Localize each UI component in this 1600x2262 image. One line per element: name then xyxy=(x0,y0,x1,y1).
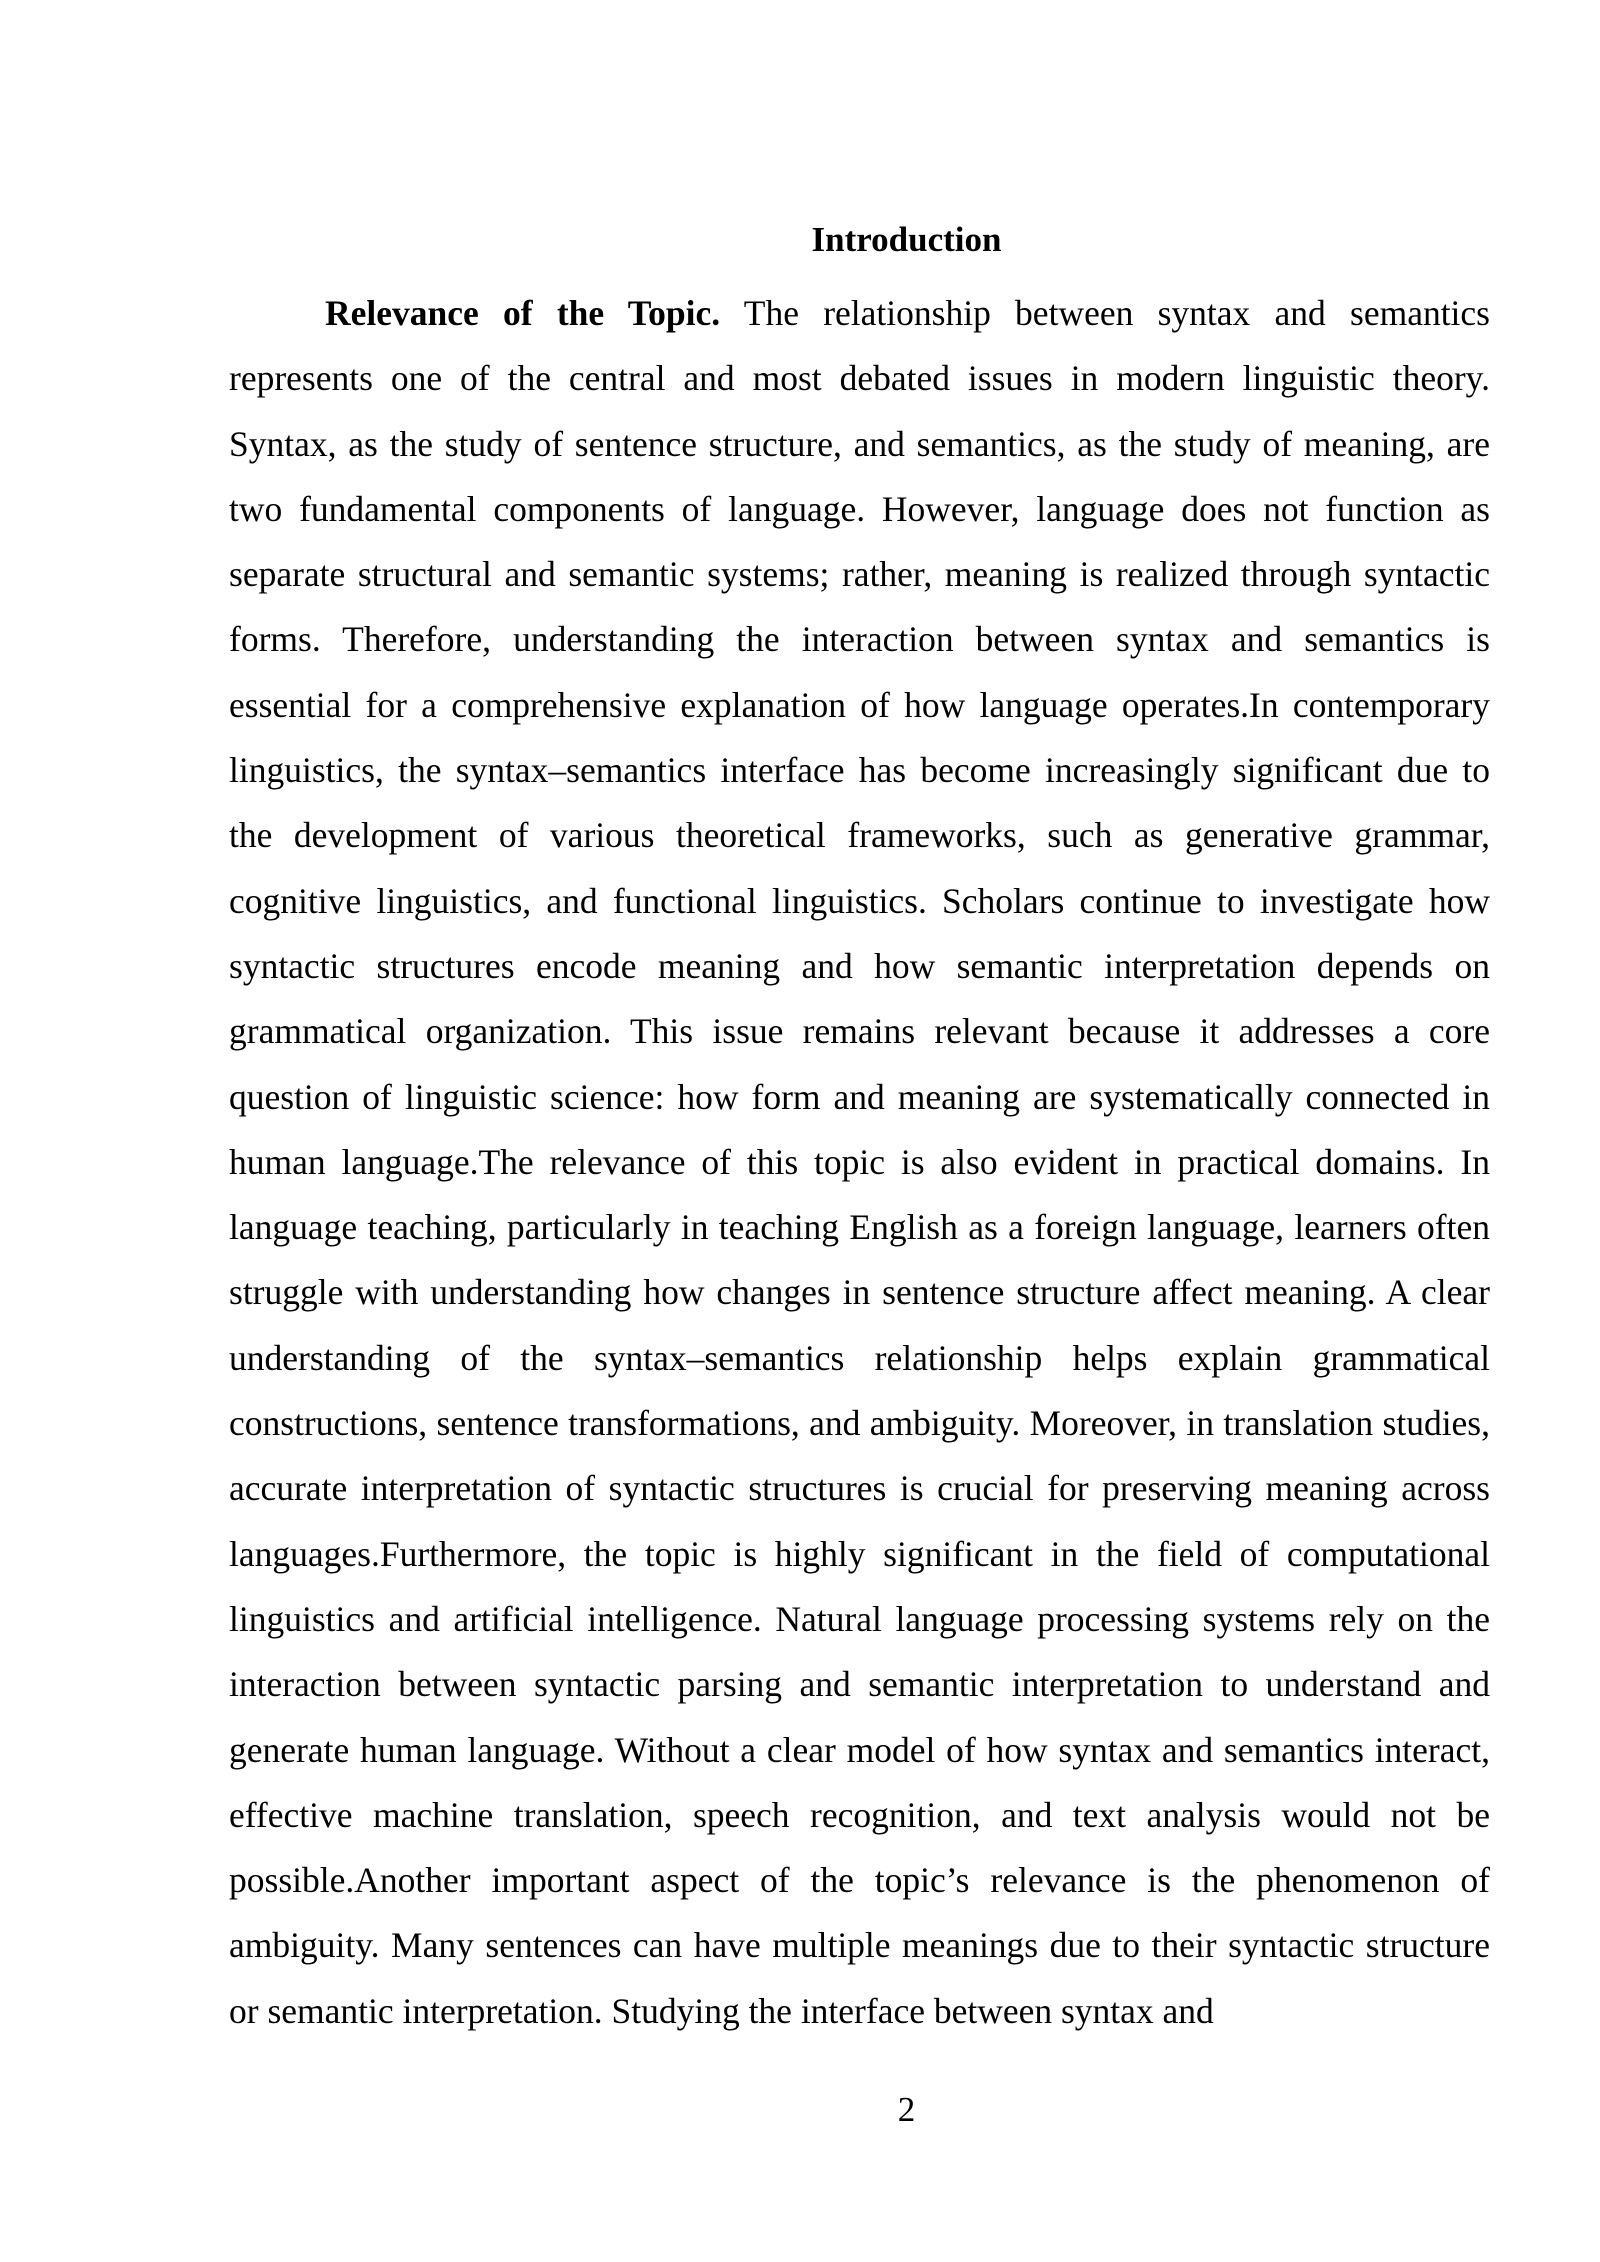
page-number: 2 xyxy=(897,2090,916,2129)
paragraph-text: The relationship between syntax and semantics represents one of the central and most debated issues in modern linguistic theory. Syntax, as the study of sentence structure, and semantics, as the study of meaning, are two fundamental components of language. However, language does not function as separate structural and semantic systems; rather, meaning is realized through syntactic forms. Therefore, understanding the interaction between syntax and semantics is essential for a comprehensive explanation of how language operates.In contemporary linguistics, the syntax–semantics interface has become increasingly significant due to the development of various theoretical frameworks, such as generative grammar, cognitive linguistics, and functional linguistics. Scholars continue to investigate how syntactic structures encode meaning and how semantic interpretation depends on grammatical organization. This issue remains relevant because it addresses a core question of linguistic science: how form and meaning are systematically connected in human language.The relevance of this topic is also evident in practical domains. In language teaching, particularly in teaching English as a foreign language, learners often struggle with understanding how changes in sentence structure affect meaning. A clear understanding of the syntax–semantics relationship helps explain grammatical constructions, sentence transformations, and ambiguity. Moreover, in translation studies, accurate interpretation of syntactic structures is crucial for preserving meaning across languages.Furthermore, the topic is highly significant in the field of computational linguistics and artificial intelligence. Natural language processing systems rely on the interaction between syntactic parsing and semantic interpretation to understand and generate human language. Without a clear model of how syntax and semantics interact, effective machine translation, speech recognition, and text analysis would not be possible.Another important aspect of the topic’s relevance is the phenomenon of ambiguity. Many sentences can have multiple meanings due to their syntactic structure or semantic interpretation. Studying the interface between syntax and xyxy=(229,293,1490,2031)
section-heading: Introduction xyxy=(811,220,1002,259)
paragraph-lead: Relevance of the Topic. xyxy=(325,293,721,333)
body-paragraph xyxy=(229,281,1490,2044)
